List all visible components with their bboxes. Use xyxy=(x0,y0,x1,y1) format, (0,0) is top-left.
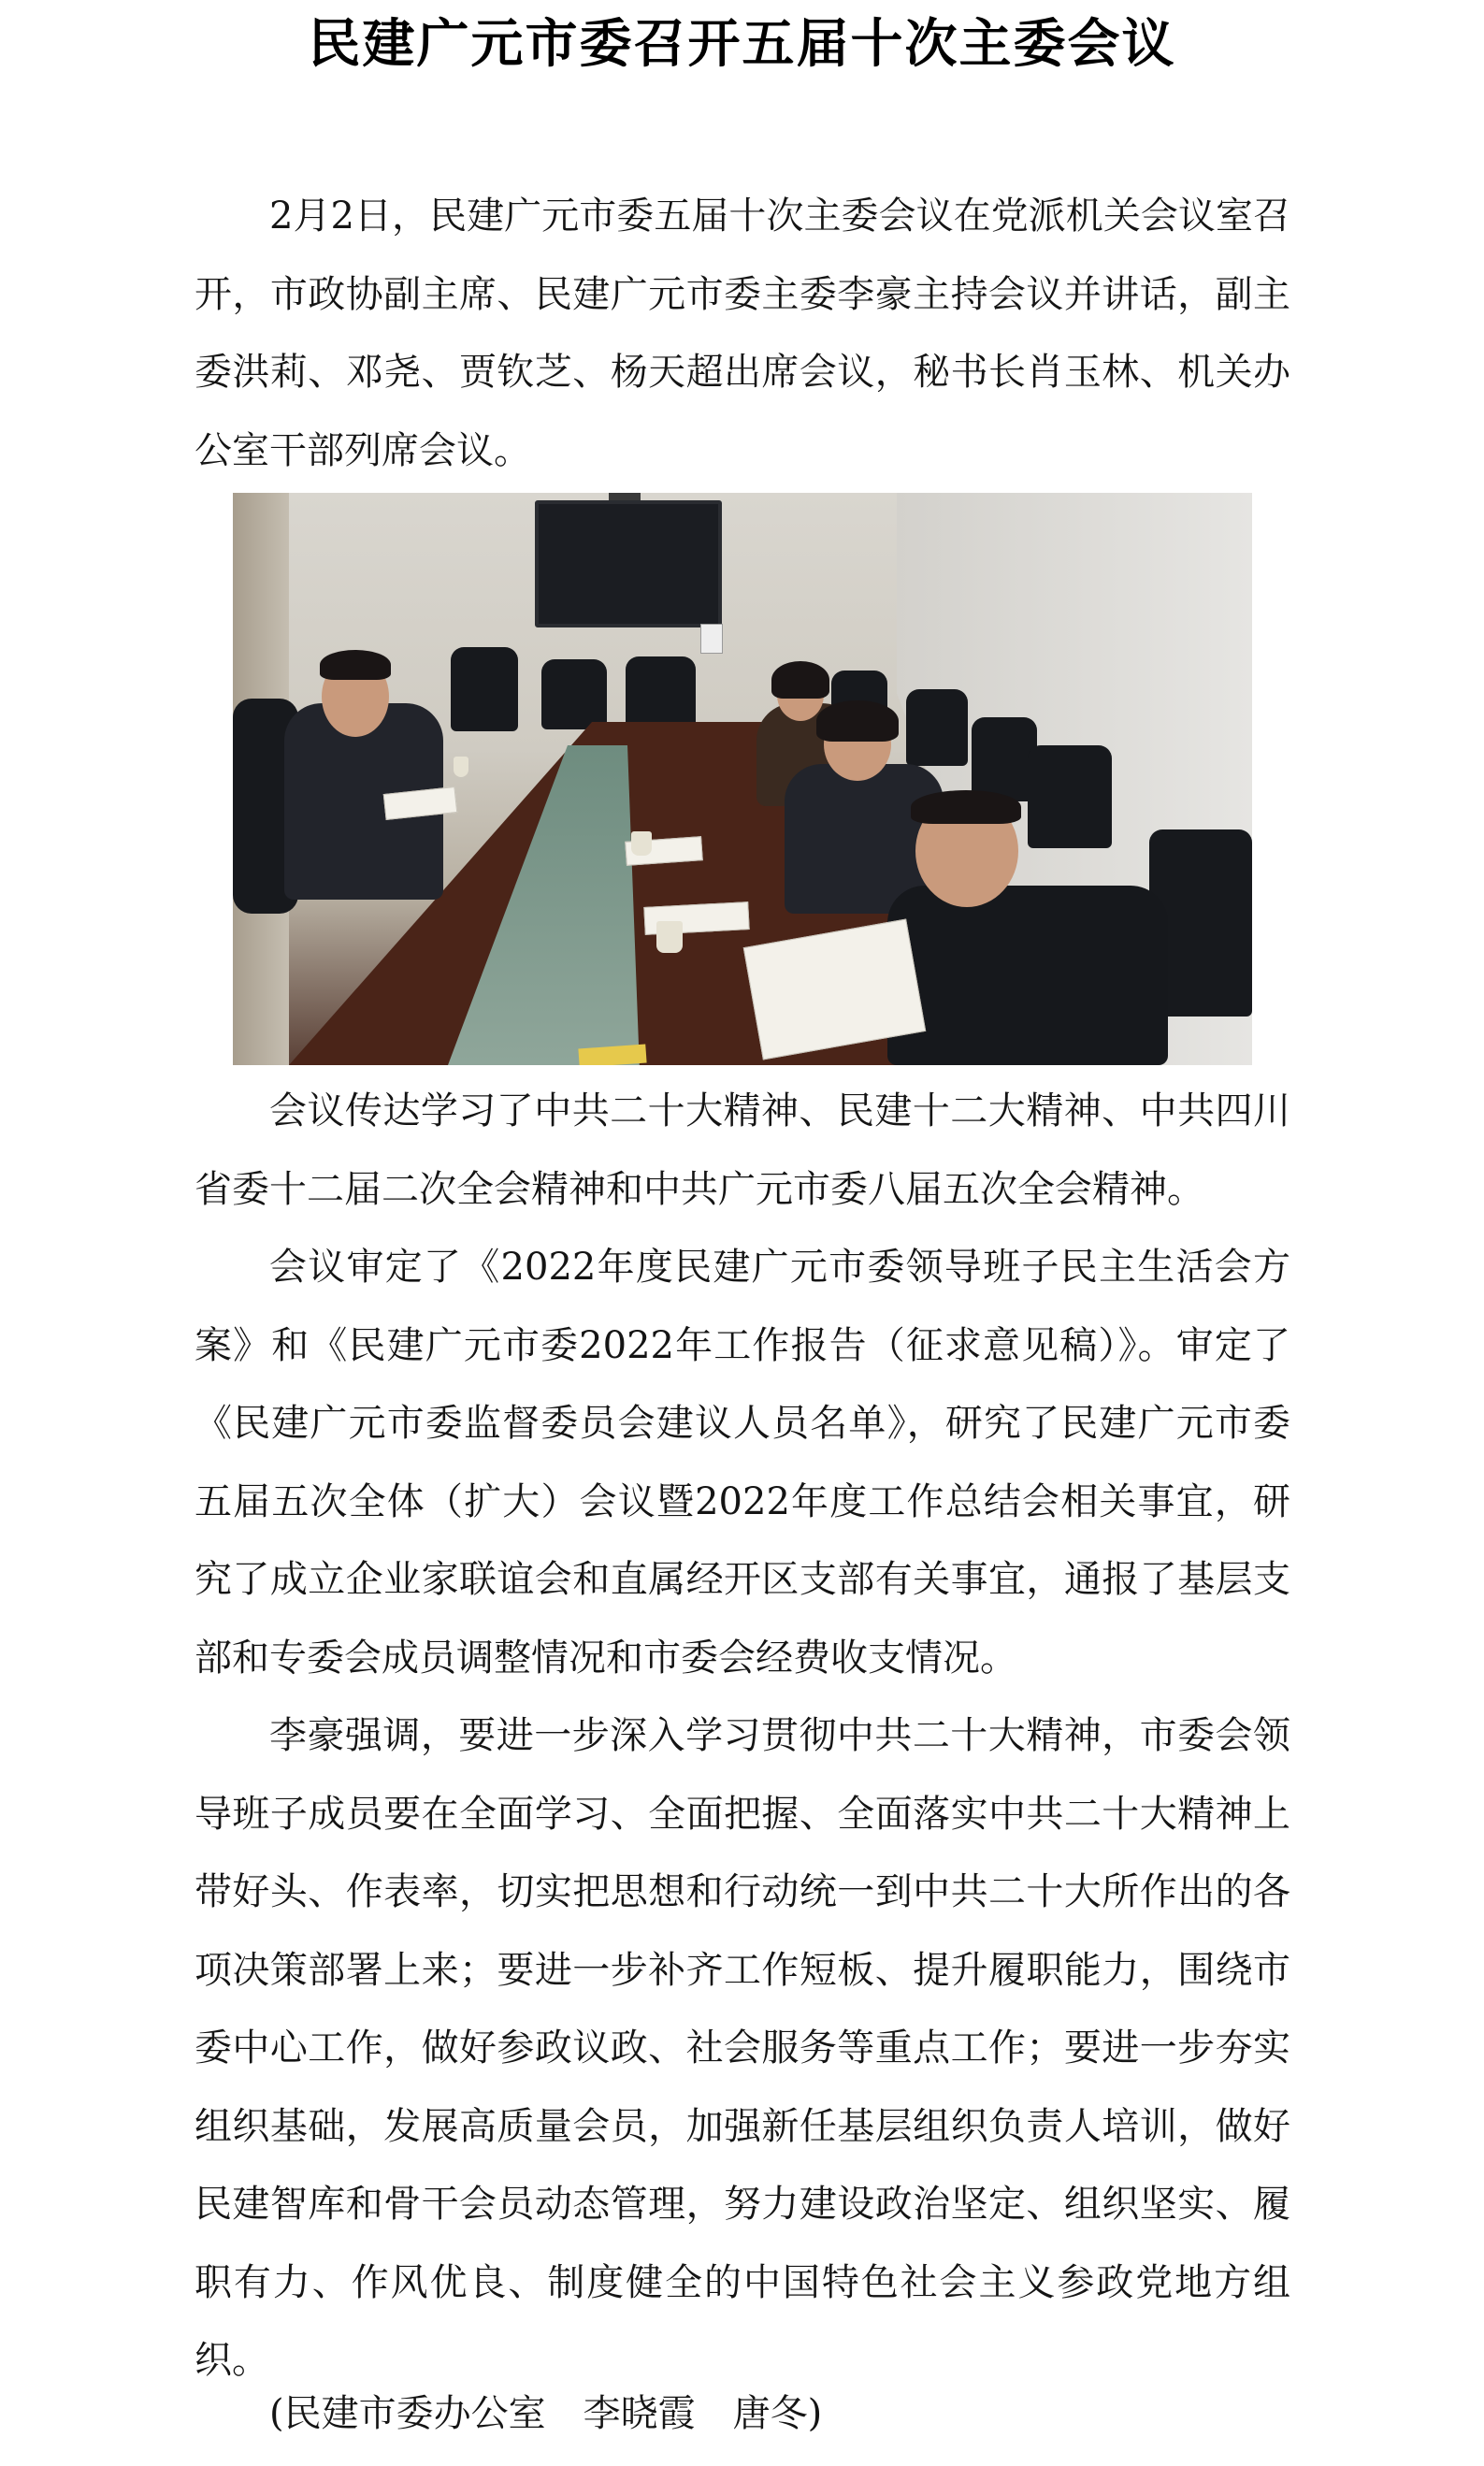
photo-person-hair xyxy=(816,700,899,742)
photo-person xyxy=(887,886,1168,1065)
photo-person-hair xyxy=(771,661,829,699)
article-signature: (民建市委办公室 李晓霞 唐冬) xyxy=(269,2392,823,2435)
photo-cup xyxy=(656,921,683,953)
photo-chair xyxy=(1028,745,1112,848)
paragraph-review: 会议审定了《2022年度民建广元市委领导班子民主生活会方案》和《民建广元市委2022年工作报告（征求意见稿）》。审定了《民建广元市委监督委员会建议人员名单》，研究了民建广元市委五届五次全体（扩大）会议暨2022年度工作总结会相关事宜，研究了成立企业家联谊会和直属经开区支部有关事宜，通报了基层支部和专委会成员调整情况和市委会经费收支情况。 xyxy=(195,1246,1290,1680)
paragraph-meeting-intro: 2月2日，民建广元市委五届十次主委会议在党派机关会议室召开，市政协副主席、民建广元市委主委李豪主持会议并讲话，副主委洪莉、邓尧、贾钦芝、杨天超出席会议，秘书长肖玉林、机关办公室干部列席会议。 xyxy=(195,195,1290,472)
photo-chair xyxy=(626,656,696,731)
meeting-photo xyxy=(233,493,1252,1065)
photo-person-hair xyxy=(320,650,391,680)
paragraph-emphasis: 李豪强调，要进一步深入学习贯彻中共二十大精神，市委会领导班子成员要在全面学习、全面把握、全面落实中共二十大精神上带好头、作表率，切实把思想和行动统一到中共二十大所作出的各项决策部署上来；要进一步补齐工作短板、提升履职能力，围绕市委中心工作，做好参政议政、社会服务等重点工作；要进一步夯实组织基础，发展高质量会员，加强新任基层组织负责人培训，做好民建智库和骨干会员动态管理，努力建设政治坚定、组织坚实、履职有力、作风优良、制度健全的中国特色社会主义参政党地方组织。 xyxy=(195,1714,1290,2382)
article-title: 民建广元市委召开五届十次主委会议 xyxy=(308,14,1176,75)
photo-tissue-box xyxy=(578,1045,646,1065)
photo-television xyxy=(535,500,722,627)
photo-cup xyxy=(454,757,468,777)
photo-chair xyxy=(906,689,968,766)
photo-person-hair xyxy=(911,790,1021,824)
photo-chair xyxy=(451,647,518,731)
paragraph-study: 会议传达学习了中共二十大精神、民建十二大精神、中共四川省委十二届二次全会精神和中共广元市委八届五次全会精神。 xyxy=(195,1089,1290,1211)
photo-cup xyxy=(631,831,652,856)
photo-wall-outlet xyxy=(700,624,723,654)
photo-chair xyxy=(541,659,607,729)
